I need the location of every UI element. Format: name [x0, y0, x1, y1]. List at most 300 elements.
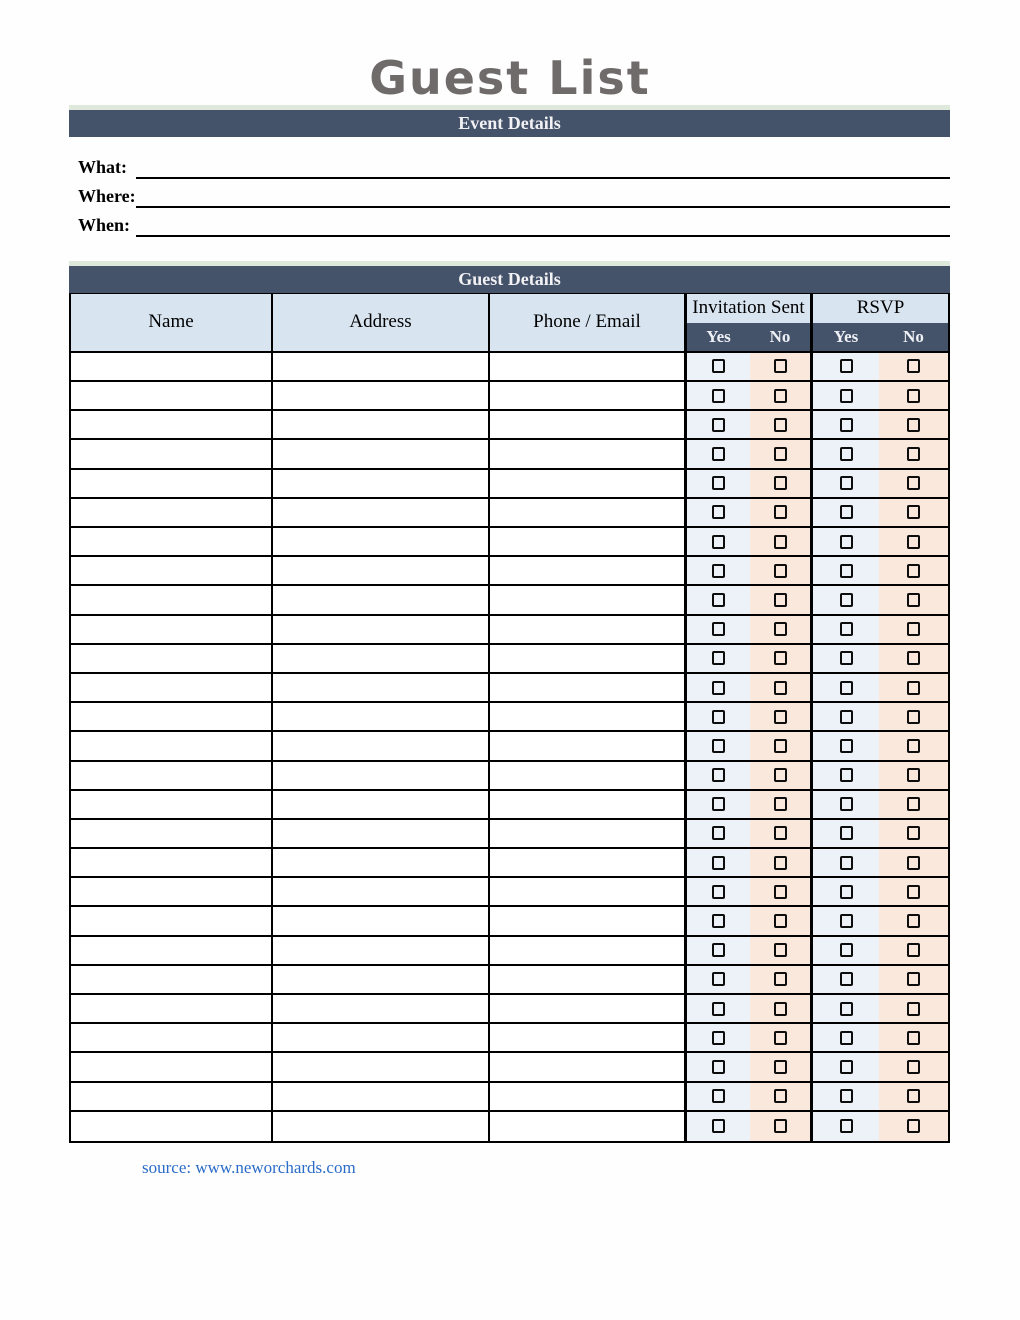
- guest-name-cell[interactable]: [71, 1083, 273, 1110]
- page-content: [69, 105, 950, 1178]
- invitation-yes-checkbox[interactable]: [712, 1002, 725, 1016]
- guest-address-cell[interactable]: [273, 499, 490, 526]
- guest-table: [69, 293, 950, 1143]
- rsvp-no-subheader: No: [879, 323, 948, 351]
- guest-address-cell[interactable]: [273, 528, 490, 555]
- guest-table-row: [71, 1053, 948, 1082]
- rsvp-no-checkbox[interactable]: [907, 1060, 920, 1074]
- invitation-no-checkbox[interactable]: [774, 797, 787, 811]
- rsvp-no-cell: [879, 732, 948, 759]
- guest-name-cell[interactable]: [71, 645, 273, 672]
- invitation-yes-checkbox[interactable]: [712, 797, 725, 811]
- rsvp-no-checkbox[interactable]: [907, 651, 920, 665]
- invitation-yes-checkbox[interactable]: [712, 476, 725, 490]
- invitation-no-cell: [750, 820, 813, 847]
- rsvp-yes-checkbox[interactable]: [840, 1089, 853, 1103]
- guest-name-cell[interactable]: [71, 791, 273, 818]
- invitation-yes-cell: [687, 499, 750, 526]
- invitation-no-cell: [750, 353, 813, 380]
- invitation-yes-checkbox[interactable]: [712, 389, 725, 403]
- rsvp-yes-cell: [813, 1083, 879, 1110]
- rsvp-yes-cell: [813, 1053, 879, 1080]
- rsvp-yes-cell: [813, 557, 879, 584]
- invitation-no-cell: [750, 1083, 813, 1110]
- invitation-no-checkbox[interactable]: [774, 739, 787, 753]
- rsvp-no-checkbox[interactable]: [907, 622, 920, 636]
- guest-address-cell[interactable]: [273, 645, 490, 672]
- invitation-yes-checkbox[interactable]: [712, 593, 725, 607]
- rsvp-yes-cell: [813, 411, 879, 438]
- guest-phone-email-cell[interactable]: [490, 820, 687, 847]
- guest-table-row: [71, 528, 948, 557]
- guest-phone-email-cell[interactable]: [490, 703, 687, 730]
- invitation-yes-cell: [687, 1053, 750, 1080]
- rsvp-no-checkbox[interactable]: [907, 797, 920, 811]
- guest-phone-email-cell[interactable]: [490, 907, 687, 934]
- invitation-yes-checkbox[interactable]: [712, 914, 725, 928]
- invitation-yes-checkbox[interactable]: [712, 447, 725, 461]
- rsvp-no-checkbox[interactable]: [907, 739, 920, 753]
- guest-address-cell[interactable]: [273, 732, 490, 759]
- guest-name-cell[interactable]: [71, 440, 273, 467]
- rsvp-no-cell: [879, 791, 948, 818]
- rsvp-yes-cell: [813, 353, 879, 380]
- invitation-yes-checkbox[interactable]: [712, 564, 725, 578]
- rsvp-no-cell: [879, 353, 948, 380]
- guest-address-cell[interactable]: [273, 907, 490, 934]
- rsvp-no-checkbox[interactable]: [907, 914, 920, 928]
- invitation-yes-cell: [687, 907, 750, 934]
- guest-name-cell[interactable]: [71, 557, 273, 584]
- guest-address-cell[interactable]: [273, 937, 490, 964]
- rsvp-yes-cell: [813, 995, 879, 1022]
- source-credit-link[interactable]: source: www.neworchards.com: [142, 1157, 356, 1177]
- rsvp-no-cell: [879, 762, 948, 789]
- guest-table-row: [71, 907, 948, 936]
- guest-phone-email-cell[interactable]: [490, 762, 687, 789]
- invitation-yes-cell: [687, 732, 750, 759]
- rsvp-no-cell: [879, 849, 948, 876]
- rsvp-yes-checkbox[interactable]: [840, 535, 853, 549]
- guest-phone-email-cell[interactable]: [490, 528, 687, 555]
- invitation-no-checkbox[interactable]: [774, 885, 787, 899]
- rsvp-no-cell: [879, 411, 948, 438]
- invitation-yes-checkbox[interactable]: [712, 359, 725, 373]
- invitation-yes-cell: [687, 937, 750, 964]
- rsvp-no-checkbox[interactable]: [907, 710, 920, 724]
- rsvp-yes-checkbox[interactable]: [840, 943, 853, 957]
- rsvp-yes-checkbox[interactable]: [840, 505, 853, 519]
- invitation-yes-checkbox[interactable]: [712, 1060, 725, 1074]
- rsvp-yes-cell: [813, 703, 879, 730]
- rsvp-yes-cell: [813, 849, 879, 876]
- guest-name-cell[interactable]: [71, 1112, 273, 1141]
- invitation-yes-checkbox[interactable]: [712, 418, 725, 432]
- rsvp-yes-cell: [813, 791, 879, 818]
- rsvp-yes-checkbox[interactable]: [840, 826, 853, 840]
- rsvp-no-cell: [879, 674, 948, 701]
- guest-address-cell[interactable]: [273, 1053, 490, 1080]
- rsvp-no-checkbox[interactable]: [907, 389, 920, 403]
- invitation-yes-checkbox[interactable]: [712, 826, 725, 840]
- rsvp-no-cell: [879, 878, 948, 905]
- invitation-no-checkbox[interactable]: [774, 710, 787, 724]
- rsvp-yes-checkbox[interactable]: [840, 447, 853, 461]
- rsvp-yes-cell: [813, 674, 879, 701]
- invitation-no-cell: [750, 1053, 813, 1080]
- guest-address-cell[interactable]: [273, 1024, 490, 1051]
- invitation-no-cell: [750, 440, 813, 467]
- rsvp-no-checkbox[interactable]: [907, 593, 920, 607]
- rsvp-yes-cell: [813, 616, 879, 643]
- guest-address-cell[interactable]: [273, 849, 490, 876]
- invitation-no-cell: [750, 791, 813, 818]
- guest-name-cell[interactable]: [71, 616, 273, 643]
- rsvp-no-cell: [879, 528, 948, 555]
- rsvp-no-checkbox[interactable]: [907, 972, 920, 986]
- guest-address-cell[interactable]: [273, 995, 490, 1022]
- rsvp-no-checkbox[interactable]: [907, 505, 920, 519]
- rsvp-no-cell: [879, 440, 948, 467]
- invitation-no-cell: [750, 499, 813, 526]
- guest-name-cell[interactable]: [71, 937, 273, 964]
- rsvp-no-checkbox[interactable]: [907, 826, 920, 840]
- rsvp-no-cell: [879, 937, 948, 964]
- invitation-yes-checkbox[interactable]: [712, 1089, 725, 1103]
- guest-address-cell[interactable]: [273, 1083, 490, 1110]
- invitation-yes-checkbox[interactable]: [712, 1119, 725, 1133]
- guest-name-cell[interactable]: [71, 762, 273, 789]
- guest-table-row: [71, 616, 948, 645]
- rsvp-yes-checkbox[interactable]: [840, 593, 853, 607]
- invitation-yes-cell: [687, 470, 750, 497]
- rsvp-no-cell: [879, 995, 948, 1022]
- invitation-yes-cell: [687, 674, 750, 701]
- rsvp-no-cell: [879, 1083, 948, 1110]
- when-input-line[interactable]: [136, 213, 950, 237]
- invitation-no-cell: [750, 645, 813, 672]
- invitation-no-checkbox[interactable]: [774, 622, 787, 636]
- invitation-no-checkbox[interactable]: [774, 1031, 787, 1045]
- guest-phone-email-cell[interactable]: [490, 1024, 687, 1051]
- guest-table-row: [71, 382, 948, 411]
- rsvp-yes-cell: [813, 1024, 879, 1051]
- invitation-no-cell: [750, 470, 813, 497]
- rsvp-yes-checkbox[interactable]: [840, 856, 853, 870]
- guest-phone-email-cell[interactable]: [490, 616, 687, 643]
- invitation-yes-checkbox[interactable]: [712, 622, 725, 636]
- invitation-yes-checkbox[interactable]: [712, 681, 725, 695]
- invitation-no-cell: [750, 937, 813, 964]
- rsvp-no-checkbox[interactable]: [907, 535, 920, 549]
- invitation-no-checkbox[interactable]: [774, 389, 787, 403]
- where-field-row: [69, 179, 950, 208]
- rsvp-no-checkbox[interactable]: [907, 768, 920, 782]
- guest-name-cell[interactable]: [71, 674, 273, 701]
- guest-name-cell[interactable]: [71, 966, 273, 993]
- guest-phone-email-cell[interactable]: [490, 382, 687, 409]
- rsvp-no-checkbox[interactable]: [907, 885, 920, 899]
- guest-address-cell[interactable]: [273, 353, 490, 380]
- guest-address-cell[interactable]: [273, 470, 490, 497]
- rsvp-yes-cell: [813, 645, 879, 672]
- invitation-yes-checkbox[interactable]: [712, 739, 725, 753]
- invitation-no-cell: [750, 849, 813, 876]
- guest-phone-email-cell[interactable]: [490, 470, 687, 497]
- invitation-yes-checkbox[interactable]: [712, 768, 725, 782]
- guest-name-cell[interactable]: [71, 470, 273, 497]
- rsvp-no-checkbox[interactable]: [907, 943, 920, 957]
- guest-phone-email-cell[interactable]: [490, 586, 687, 613]
- guest-phone-email-cell[interactable]: [490, 878, 687, 905]
- guest-name-cell[interactable]: [71, 907, 273, 934]
- guest-address-cell[interactable]: [273, 411, 490, 438]
- invitation-no-checkbox[interactable]: [774, 914, 787, 928]
- invitation-no-cell: [750, 762, 813, 789]
- guest-phone-email-cell[interactable]: [490, 995, 687, 1022]
- guest-table-header: [71, 294, 948, 353]
- invitation-no-checkbox[interactable]: [774, 972, 787, 986]
- guest-table-row: [71, 703, 948, 732]
- invitation-no-checkbox[interactable]: [774, 505, 787, 519]
- invitation-yes-checkbox[interactable]: [712, 651, 725, 665]
- rsvp-yes-checkbox[interactable]: [840, 359, 853, 373]
- guest-address-cell[interactable]: [273, 878, 490, 905]
- rsvp-yes-checkbox[interactable]: [840, 710, 853, 724]
- rsvp-yes-checkbox[interactable]: [840, 739, 853, 753]
- guest-address-cell[interactable]: [273, 703, 490, 730]
- guest-phone-email-cell[interactable]: [490, 1112, 687, 1141]
- guest-table-row: [71, 499, 948, 528]
- guest-table-row: [71, 586, 948, 615]
- where-input-line[interactable]: [136, 184, 950, 208]
- what-field-row: [69, 150, 950, 179]
- event-details-section-title: Event Details: [458, 112, 561, 133]
- invitation-no-checkbox[interactable]: [774, 359, 787, 373]
- guest-name-cell[interactable]: [71, 1053, 273, 1080]
- invitation-no-checkbox[interactable]: [774, 856, 787, 870]
- when-field-row: [69, 208, 950, 237]
- rsvp-yes-checkbox[interactable]: [840, 651, 853, 665]
- invitation-no-checkbox[interactable]: [774, 418, 787, 432]
- rsvp-no-cell: [879, 616, 948, 643]
- rsvp-no-checkbox[interactable]: [907, 1089, 920, 1103]
- guest-phone-email-cell[interactable]: [490, 440, 687, 467]
- guest-table-row: [71, 937, 948, 966]
- guest-address-cell[interactable]: [273, 791, 490, 818]
- rsvp-yes-cell: [813, 1112, 879, 1141]
- invitation-no-cell: [750, 1112, 813, 1141]
- rsvp-group-header: RSVP: [813, 294, 948, 323]
- rsvp-yes-checkbox[interactable]: [840, 1002, 853, 1016]
- guest-details-section-bar: [69, 266, 950, 293]
- invitation-no-checkbox[interactable]: [774, 476, 787, 490]
- guest-phone-email-cell[interactable]: [490, 674, 687, 701]
- rsvp-yes-cell: [813, 440, 879, 467]
- rsvp-no-cell: [879, 1024, 948, 1051]
- guest-phone-email-cell[interactable]: [490, 1083, 687, 1110]
- rsvp-yes-checkbox[interactable]: [840, 1060, 853, 1074]
- guest-name-cell[interactable]: [71, 353, 273, 380]
- rsvp-yes-checkbox[interactable]: [840, 914, 853, 928]
- invitation-yes-checkbox[interactable]: [712, 856, 725, 870]
- guest-name-cell[interactable]: [71, 528, 273, 555]
- invitation-no-checkbox[interactable]: [774, 535, 787, 549]
- rsvp-no-checkbox[interactable]: [907, 1002, 920, 1016]
- rsvp-yes-checkbox[interactable]: [840, 389, 853, 403]
- invitation-no-checkbox[interactable]: [774, 1119, 787, 1133]
- rsvp-yes-checkbox[interactable]: [840, 622, 853, 636]
- rsvp-yes-checkbox[interactable]: [840, 1119, 853, 1133]
- guest-table-row: [71, 878, 948, 907]
- guest-phone-email-cell[interactable]: [490, 645, 687, 672]
- rsvp-no-cell: [879, 1053, 948, 1080]
- guest-table-row: [71, 440, 948, 469]
- rsvp-yes-checkbox[interactable]: [840, 972, 853, 986]
- rsvp-yes-checkbox[interactable]: [840, 797, 853, 811]
- guest-address-cell[interactable]: [273, 1112, 490, 1141]
- invitation-yes-cell: [687, 1112, 750, 1141]
- rsvp-no-cell: [879, 470, 948, 497]
- rsvp-no-checkbox[interactable]: [907, 447, 920, 461]
- guest-details-section-title: Guest Details: [458, 268, 561, 289]
- guest-address-cell[interactable]: [273, 966, 490, 993]
- rsvp-yes-checkbox[interactable]: [840, 476, 853, 490]
- invitation-yes-checkbox[interactable]: [712, 943, 725, 957]
- guest-phone-email-cell[interactable]: [490, 557, 687, 584]
- rsvp-yes-checkbox[interactable]: [840, 1031, 853, 1045]
- rsvp-no-checkbox[interactable]: [907, 359, 920, 373]
- guest-address-cell[interactable]: [273, 674, 490, 701]
- name-column-header: Name: [71, 294, 273, 351]
- guest-name-cell[interactable]: [71, 586, 273, 613]
- what-input-line[interactable]: [136, 155, 950, 179]
- guest-name-cell[interactable]: [71, 1024, 273, 1051]
- rsvp-yes-cell: [813, 382, 879, 409]
- rsvp-yes-checkbox[interactable]: [840, 681, 853, 695]
- invitation-no-cell: [750, 411, 813, 438]
- rsvp-yes-checkbox[interactable]: [840, 768, 853, 782]
- invitation-no-cell: [750, 1024, 813, 1051]
- invitation-no-cell: [750, 703, 813, 730]
- invitation-yes-checkbox[interactable]: [712, 505, 725, 519]
- guest-name-cell[interactable]: [71, 499, 273, 526]
- rsvp-yes-cell: [813, 586, 879, 613]
- rsvp-yes-cell: [813, 937, 879, 964]
- rsvp-yes-cell: [813, 470, 879, 497]
- guest-table-row: [71, 1083, 948, 1112]
- guest-phone-email-cell[interactable]: [490, 499, 687, 526]
- invitation-yes-checkbox[interactable]: [712, 972, 725, 986]
- invitation-yes-checkbox[interactable]: [712, 885, 725, 899]
- invitation-no-cell: [750, 907, 813, 934]
- guest-phone-email-cell[interactable]: [490, 411, 687, 438]
- event-details-fields: [69, 150, 950, 237]
- guest-table-row: [71, 411, 948, 440]
- guest-phone-email-cell[interactable]: [490, 937, 687, 964]
- rsvp-no-checkbox[interactable]: [907, 856, 920, 870]
- guest-table-row: [71, 849, 948, 878]
- rsvp-yes-cell: [813, 762, 879, 789]
- guest-address-cell[interactable]: [273, 762, 490, 789]
- guest-name-cell[interactable]: [71, 878, 273, 905]
- invitation-no-cell: [750, 732, 813, 759]
- invitation-no-cell: [750, 995, 813, 1022]
- guest-phone-email-cell[interactable]: [490, 1053, 687, 1080]
- guest-address-cell[interactable]: [273, 440, 490, 467]
- rsvp-no-checkbox[interactable]: [907, 1031, 920, 1045]
- guest-name-cell[interactable]: [71, 820, 273, 847]
- invitation-yes-cell: [687, 995, 750, 1022]
- invitation-no-checkbox[interactable]: [774, 593, 787, 607]
- guest-address-cell[interactable]: [273, 616, 490, 643]
- invitation-no-checkbox[interactable]: [774, 447, 787, 461]
- guest-name-cell[interactable]: [71, 732, 273, 759]
- invitation-no-checkbox[interactable]: [774, 943, 787, 957]
- invitation-no-checkbox[interactable]: [774, 1060, 787, 1074]
- invitation-no-checkbox[interactable]: [774, 1089, 787, 1103]
- rsvp-yes-checkbox[interactable]: [840, 885, 853, 899]
- guest-phone-email-cell[interactable]: [490, 966, 687, 993]
- rsvp-no-cell: [879, 966, 948, 993]
- rsvp-yes-checkbox[interactable]: [840, 564, 853, 578]
- rsvp-no-checkbox[interactable]: [907, 681, 920, 695]
- rsvp-no-checkbox[interactable]: [907, 476, 920, 490]
- invitation-yes-cell: [687, 382, 750, 409]
- rsvp-no-checkbox[interactable]: [907, 418, 920, 432]
- invitation-no-subheader: No: [750, 323, 813, 351]
- rsvp-yes-checkbox[interactable]: [840, 418, 853, 432]
- invitation-no-checkbox[interactable]: [774, 651, 787, 665]
- rsvp-no-checkbox[interactable]: [907, 1119, 920, 1133]
- invitation-yes-checkbox[interactable]: [712, 535, 725, 549]
- guest-address-cell[interactable]: [273, 557, 490, 584]
- invitation-no-cell: [750, 966, 813, 993]
- rsvp-yes-cell: [813, 878, 879, 905]
- invitation-sent-group-header: Invitation Sent: [687, 294, 813, 323]
- invitation-yes-checkbox[interactable]: [712, 1031, 725, 1045]
- guest-name-cell[interactable]: [71, 411, 273, 438]
- guest-table-row: [71, 791, 948, 820]
- invitation-no-checkbox[interactable]: [774, 564, 787, 578]
- guest-phone-email-cell[interactable]: [490, 732, 687, 759]
- invitation-no-checkbox[interactable]: [774, 768, 787, 782]
- rsvp-no-cell: [879, 907, 948, 934]
- rsvp-no-checkbox[interactable]: [907, 564, 920, 578]
- guest-name-cell[interactable]: [71, 382, 273, 409]
- invitation-yes-cell: [687, 353, 750, 380]
- guest-name-cell[interactable]: [71, 849, 273, 876]
- guest-table-row: [71, 762, 948, 791]
- guest-phone-email-cell[interactable]: [490, 353, 687, 380]
- guest-address-cell[interactable]: [273, 586, 490, 613]
- invitation-yes-checkbox[interactable]: [712, 710, 725, 724]
- invitation-no-cell: [750, 674, 813, 701]
- rsvp-yes-cell: [813, 966, 879, 993]
- rsvp-no-cell: [879, 382, 948, 409]
- invitation-no-checkbox[interactable]: [774, 681, 787, 695]
- guest-phone-email-cell[interactable]: [490, 791, 687, 818]
- guest-address-cell[interactable]: [273, 382, 490, 409]
- invitation-yes-cell: [687, 586, 750, 613]
- invitation-yes-cell: [687, 557, 750, 584]
- guest-name-cell[interactable]: [71, 995, 273, 1022]
- guest-phone-email-cell[interactable]: [490, 849, 687, 876]
- guest-address-cell[interactable]: [273, 820, 490, 847]
- guest-name-cell[interactable]: [71, 703, 273, 730]
- invitation-no-checkbox[interactable]: [774, 826, 787, 840]
- invitation-no-checkbox[interactable]: [774, 1002, 787, 1016]
